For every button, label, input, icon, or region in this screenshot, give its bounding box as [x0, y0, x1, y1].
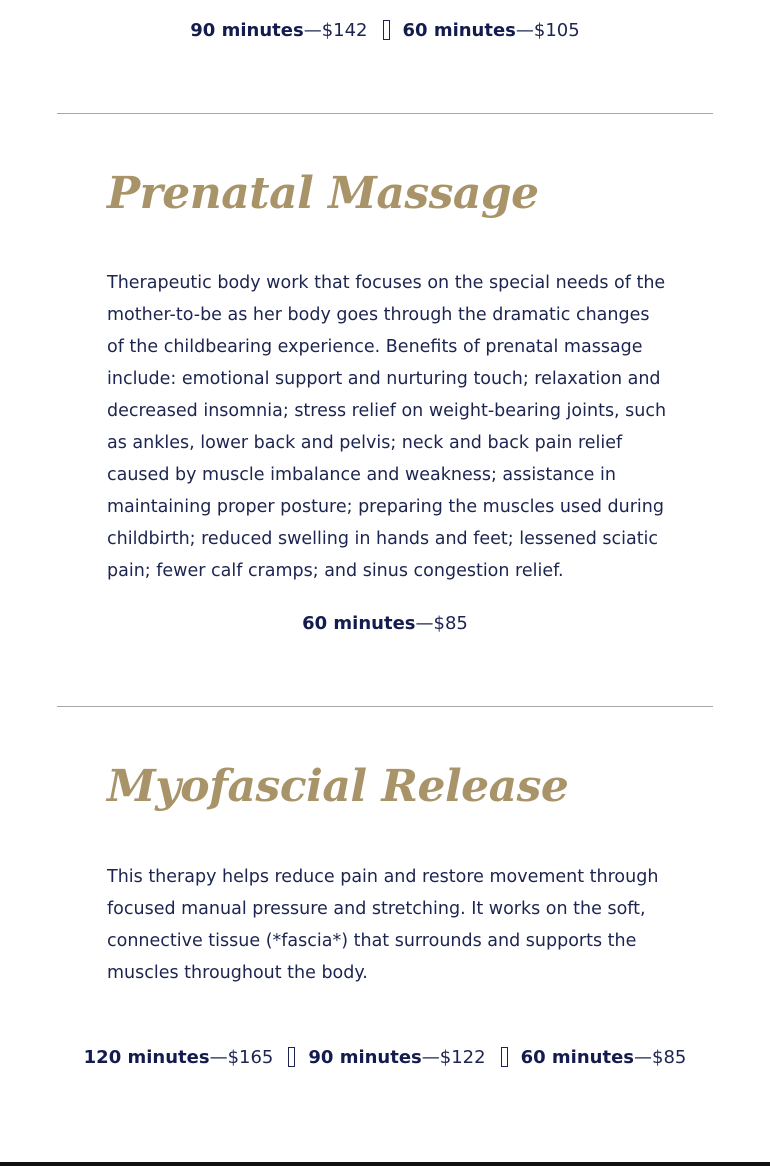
- price-separator-glyph: [501, 1047, 508, 1067]
- price-duration: 90 minutes: [190, 20, 304, 41]
- section-description: This therapy helps reduce pain and restore movement through focused manual pressure and stretching. It works on the soft, connective tissue (*fascia*) that surrounds and supports the muscles throughout the body.: [107, 867, 659, 983]
- price-duration: 90 minutes: [308, 1047, 422, 1068]
- price-amount: —$85: [415, 613, 468, 634]
- price-amount: —$105: [515, 20, 580, 41]
- section-title: Myofascial Release: [107, 761, 569, 812]
- price-duration: 60 minutes: [520, 1047, 634, 1068]
- price-duration: 120 minutes: [83, 1047, 210, 1068]
- price-amount: —$85: [634, 1047, 687, 1068]
- section-title: Prenatal Massage: [107, 168, 539, 219]
- price-duration: 60 minutes: [402, 20, 516, 41]
- section-divider: [57, 113, 713, 114]
- section-description: Therapeutic body work that focuses on the special needs of the mother-to-be as her body goes through the dramatic changes of the childbearing experience. Benefits of prenatal massage include: emotional support and nurturing touch; relaxation and decreased insomnia; stress relief on weight-bearing joints, such as ankles, lower back and pelvis; neck and back pain relief caused by muscle imbalance and weakness; assistance in maintaining proper posture; preparing the muscles used during childbirth; reduced swelling in hands and feet; lessened sciatic pain; fewer calf cramps; and sinus congestion relief.: [107, 273, 667, 581]
- price-separator-glyph: [383, 20, 390, 40]
- section-divider: [57, 706, 713, 707]
- footer-edge-bar: [0, 1162, 770, 1166]
- section-pricing: [0, 613, 770, 634]
- price-amount: —$122: [421, 1047, 486, 1068]
- section-pricing: [0, 1047, 770, 1068]
- previous-section-pricing: [0, 20, 770, 41]
- price-amount: —$165: [209, 1047, 274, 1068]
- price-separator-glyph: [288, 1047, 295, 1067]
- price-amount: —$142: [303, 20, 368, 41]
- price-duration: 60 minutes: [302, 613, 416, 634]
